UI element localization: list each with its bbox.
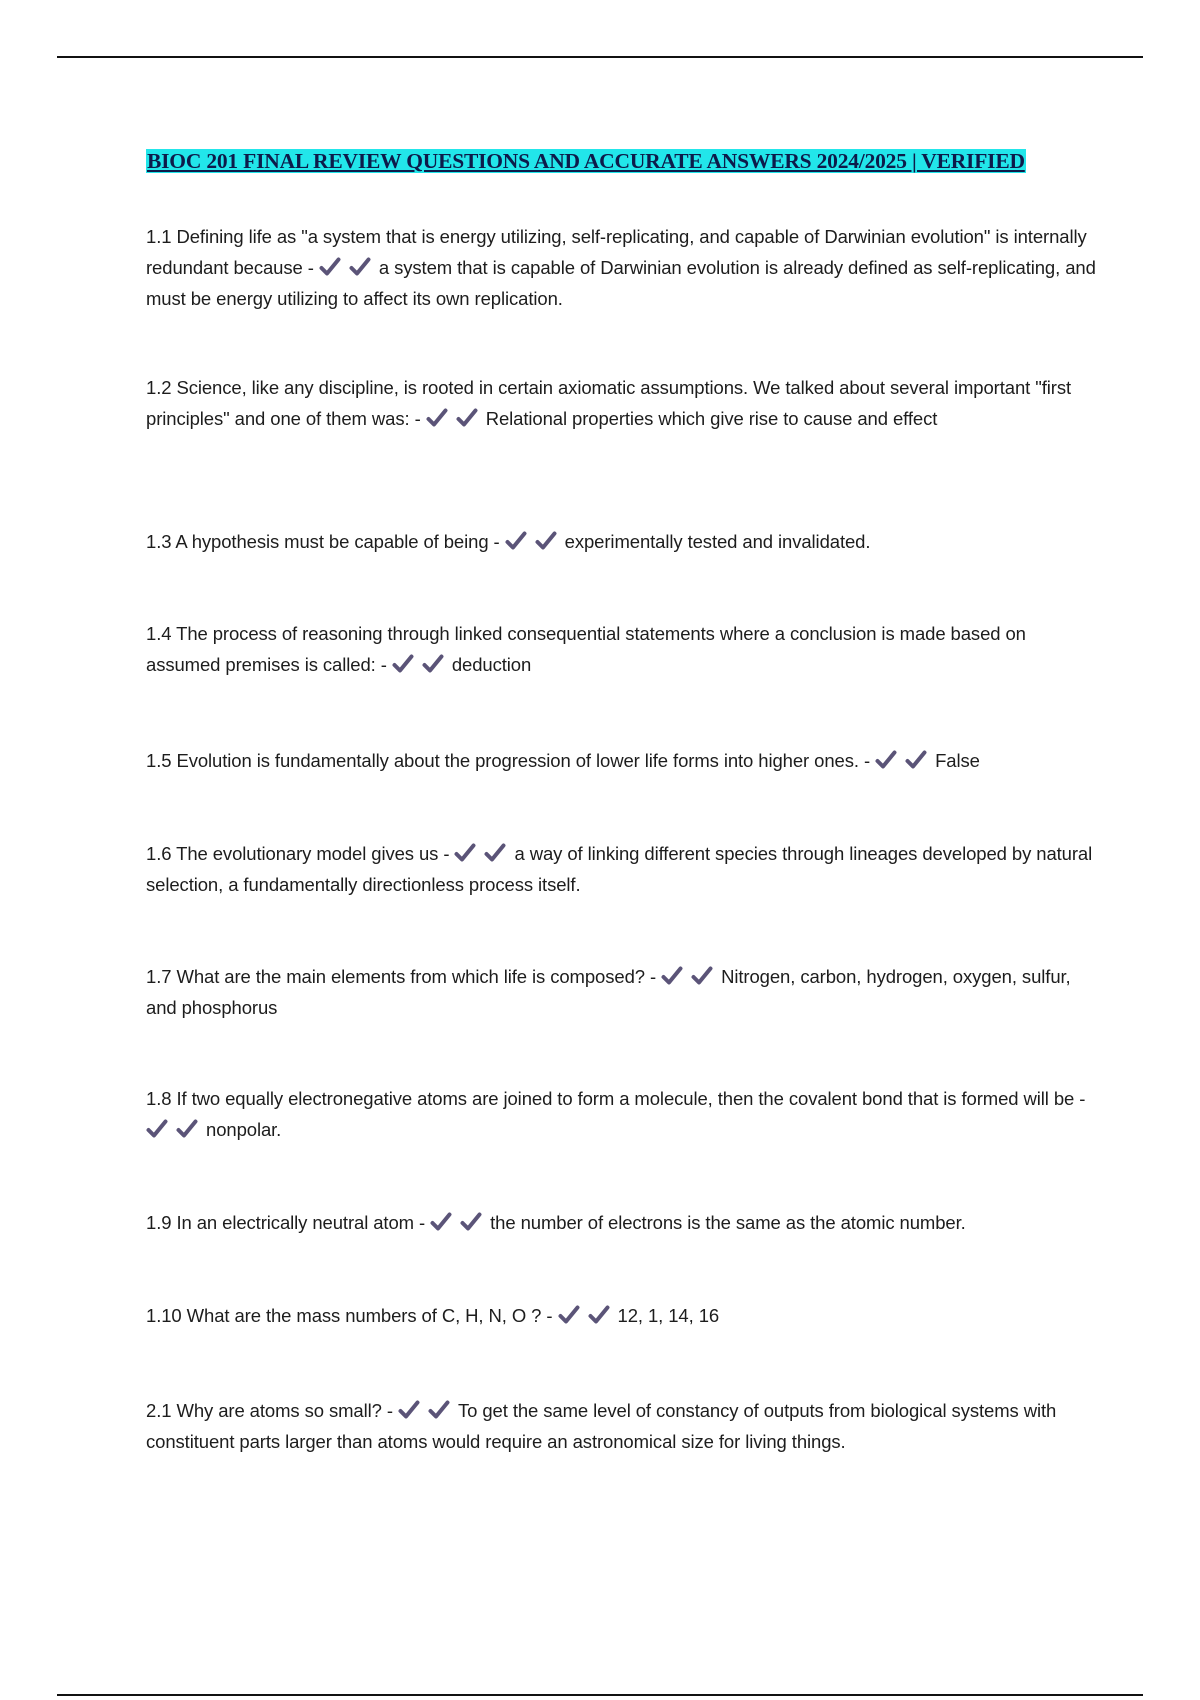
answer-text: 12, 1, 14, 16	[617, 1305, 720, 1326]
checkmark-icon	[146, 1119, 168, 1139]
question-text: 2.1 Why are atoms so small? -	[146, 1400, 393, 1421]
qa-item	[146, 372, 1096, 434]
answer-text: experimentally tested and invalidated.	[564, 531, 871, 552]
question-text: 1.9 In an electrically neutral atom -	[146, 1212, 426, 1233]
checkmark-icon	[460, 1212, 482, 1232]
qa-item	[146, 1395, 1096, 1457]
question-text: 1.4 The process of reasoning through linked consequential statements where a conclusion is made based on assumed premises is called: -	[146, 623, 1026, 675]
answer-text: deduction	[451, 654, 532, 675]
checkmark-icon	[319, 257, 341, 277]
checkmark-icon	[905, 750, 927, 770]
qa-item	[146, 1300, 1096, 1331]
checkmark-icon	[535, 531, 557, 551]
checkmark-icon	[558, 1305, 580, 1325]
checkmark-icon	[875, 750, 897, 770]
question-text: 1.5 Evolution is fundamentally about the progression of lower life forms into higher ones. -	[146, 750, 871, 771]
answer-text: the number of electrons is the same as the atomic number.	[490, 1212, 966, 1233]
question-text: 1.3 A hypothesis must be capable of being -	[146, 531, 500, 552]
qa-item	[146, 618, 1096, 680]
answer-text: Nitrogen, carbon, hydrogen, oxygen, sulfur, and phosphorus	[146, 966, 1071, 1018]
question-text: 1.10 What are the mass numbers of C, H, N, O ? -	[146, 1305, 553, 1326]
answer-text: Relational properties which give rise to cause and effect	[485, 408, 938, 429]
checkmark-icon	[398, 1400, 420, 1420]
checkmark-icon	[588, 1305, 610, 1325]
checkmark-icon	[484, 843, 506, 863]
qa-item	[146, 221, 1096, 314]
header-rule	[57, 56, 1143, 58]
answer-text: a system that is capable of Darwinian evolution is already defined as self-replicating, and must be energy utilizing to affect its own replication.	[146, 257, 1096, 309]
question-text: 1.6 The evolutionary model gives us -	[146, 843, 450, 864]
checkmark-icon	[426, 408, 448, 428]
checkmark-icon	[456, 408, 478, 428]
document-title: BIOC 201 FINAL REVIEW QUESTIONS AND ACCURATE ANSWERS 2024/2025 | VERIFIED	[147, 149, 1025, 173]
answer-text: False	[935, 750, 980, 771]
checkmark-icon	[428, 1400, 450, 1420]
qa-item	[146, 961, 1096, 1023]
answer-text: nonpolar.	[206, 1119, 282, 1140]
answer-text: To get the same level of constancy of outputs from biological systems with constituent parts larger than atoms would require an astronomical size for living things.	[146, 1400, 1057, 1452]
checkmark-icon	[661, 966, 683, 986]
qa-item	[146, 838, 1096, 900]
checkmark-icon	[691, 966, 713, 986]
qa-item	[146, 745, 1096, 776]
checkmark-icon	[349, 257, 371, 277]
answer-text: a way of linking different species through lineages developed by natural selection, a fundamentally directionless process itself.	[146, 843, 1093, 895]
checkmark-icon	[505, 531, 527, 551]
question-text: 1.2 Science, like any discipline, is rooted in certain axiomatic assumptions. We talked about several important "first principles" and one of them was: -	[146, 377, 1072, 429]
checkmark-icon	[430, 1212, 452, 1232]
question-text: 1.1 Defining life as "a system that is energy utilizing, self-replicating, and capable of Darwinian evolution" is internally redundant because -	[146, 226, 1087, 278]
question-text: 1.7 What are the main elements from which life is composed? -	[146, 966, 657, 987]
checkmark-icon	[176, 1119, 198, 1139]
checkmark-icon	[422, 654, 444, 674]
checkmark-icon	[454, 843, 476, 863]
checkmark-icon	[392, 654, 414, 674]
qa-item	[146, 1083, 1096, 1145]
qa-item	[146, 1207, 1096, 1238]
footer-rule	[57, 1694, 1143, 1696]
question-text: 1.8 If two equally electronegative atoms are joined to form a molecule, then the covalent bond that is formed will be -	[146, 1088, 1086, 1109]
qa-item	[146, 526, 1096, 557]
